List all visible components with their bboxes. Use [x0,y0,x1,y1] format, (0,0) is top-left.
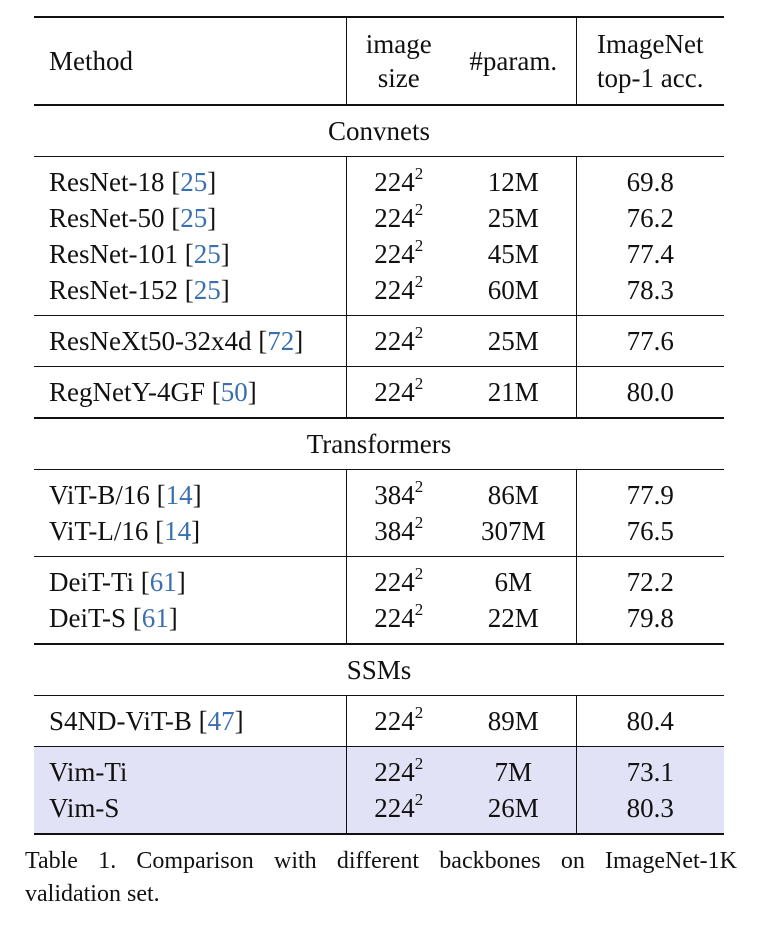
citation-link[interactable]: 72 [267,326,295,356]
param-cell: 25M [451,200,576,236]
image-size-value: 384 [374,516,415,546]
image-size-value: 224 [374,377,415,407]
image-size-value: 224 [374,757,415,787]
method-cell: ResNet-152 [25] [34,272,346,316]
image-size-value: 224 [374,603,415,633]
header-param [451,17,576,105]
citation-link[interactable]: 47 [207,706,235,736]
image-size-exponent: 2 [414,790,424,809]
header-method-label: Method [49,46,133,76]
table-row [34,600,724,644]
param-cell: 6M [451,557,576,601]
section-transformers [34,418,724,644]
accuracy-cell: 80.0 [626,377,674,407]
accuracy-cell: 80.4 [626,706,674,736]
header-param-label: #param. [469,46,558,76]
method-name: S4ND-ViT-B [49,706,192,736]
table-row [34,236,724,272]
image-size-cell [346,157,451,201]
citation-link[interactable]: 50 [220,377,248,407]
section-title-row [34,418,724,470]
method-cell: S4ND-ViT-B [47] [34,696,346,747]
method-cell: ResNet-101 [25] [34,236,346,272]
header-image-size [346,17,451,105]
method-name: ResNet-18 [49,167,165,197]
citation-link[interactable]: 25 [180,203,208,233]
image-size-exponent: 2 [414,200,424,219]
table-row [34,272,724,316]
image-size-cell [346,236,451,272]
accuracy-cell: 77.4 [626,239,674,269]
param-cell: 89M [451,696,576,747]
section-title: SSMs [346,655,412,685]
method-name: ResNet-101 [49,239,178,269]
section-convnets [34,105,724,418]
accuracy-cell: 69.8 [626,167,674,197]
image-size-cell [346,367,451,419]
method-cell: ResNet-50 [25] [34,200,346,236]
header-image-size-line1: image [365,29,432,59]
image-size-value: 384 [374,480,415,510]
image-size-value: 224 [374,793,415,823]
table-caption [25,845,737,911]
table-row [34,747,724,791]
image-size-value: 224 [374,275,415,305]
citation-link[interactable]: 14 [164,516,192,546]
method-cell: DeiT-S [61] [34,600,346,644]
citation-link[interactable]: 25 [193,239,221,269]
method-cell: ViT-B/16 [14] [34,470,346,514]
image-size-exponent: 2 [414,272,424,291]
method-cell: ResNeXt50-32x4d [72] [34,316,346,367]
image-size-cell [346,790,451,834]
method-cell: RegNetY-4GF [50] [34,367,346,419]
table-row [34,157,724,201]
citation-link[interactable]: 25 [193,275,221,305]
param-cell: 21M [451,367,576,419]
table-header [34,17,724,105]
table-row [34,790,724,834]
method-name: ResNet-50 [49,203,165,233]
section-title-row [34,644,724,696]
method-name: DeiT-Ti [49,567,135,597]
image-size-value: 224 [374,239,415,269]
header-image-size-line2: size [377,63,420,93]
method-name: Vim-S [49,793,120,823]
section-ssms [34,644,724,834]
image-size-cell [346,557,451,601]
param-cell: 25M [451,316,576,367]
citation-link[interactable]: 14 [165,480,193,510]
image-size-cell [346,470,451,514]
accuracy-cell: 76.5 [626,516,674,546]
method-cell [34,747,346,791]
method-name: Vim-Ti [49,757,128,787]
citation-link[interactable]: 61 [141,603,169,633]
table-row [34,696,724,747]
method-name: ResNet-152 [49,275,178,305]
param-cell: 45M [451,236,576,272]
param-cell: 26M [451,790,576,834]
citation-link[interactable]: 25 [180,167,208,197]
image-size-value: 224 [374,203,415,233]
header-accuracy [576,17,724,105]
table-row [34,557,724,601]
citation-link[interactable]: 61 [149,567,177,597]
image-size-cell [346,513,451,557]
section-title: Transformers [306,429,452,459]
image-size-exponent: 2 [414,236,424,255]
table-row [34,470,724,514]
accuracy-cell: 73.1 [576,747,724,791]
image-size-cell [346,316,451,367]
method-name: ViT-B/16 [49,480,150,510]
method-name: RegNetY-4GF [49,377,205,407]
param-cell: 7M [451,747,576,791]
accuracy-cell: 76.2 [626,203,674,233]
table-row [34,367,724,419]
method-cell: ViT-L/16 [14] [34,513,346,557]
method-cell: ResNet-18 [25] [34,157,346,201]
section-title: Convnets [327,116,430,146]
param-cell: 12M [451,157,576,201]
image-size-exponent: 2 [414,754,424,773]
header-method [34,17,346,105]
header-row [34,17,724,105]
method-name: ViT-L/16 [49,516,149,546]
table-row [34,513,724,557]
header-accuracy-line2: top-1 acc. [597,63,704,93]
image-size-cell [346,600,451,644]
header-accuracy-line1: ImageNet [597,29,704,59]
image-size-exponent: 2 [414,600,424,619]
accuracy-cell: 77.9 [626,480,674,510]
caption-text: Table 1. Comparison with different backbones on ImageNet-1K validation set. [25,848,737,907]
image-size-exponent: 2 [414,703,424,722]
accuracy-cell: 80.3 [576,790,724,834]
image-size-exponent: 2 [414,164,424,183]
method-name: ResNeXt50-32x4d [49,326,252,356]
table-row [34,200,724,236]
param-cell: 307M [451,513,576,557]
accuracy-cell: 72.2 [626,567,674,597]
accuracy-cell: 79.8 [626,603,674,633]
image-size-cell [346,747,451,791]
image-size-exponent: 2 [414,323,424,342]
image-size-value: 224 [374,567,415,597]
image-size-cell [346,696,451,747]
image-size-value: 224 [374,326,415,356]
comparison-table [34,16,724,835]
param-cell: 60M [451,272,576,316]
image-size-exponent: 2 [414,477,424,496]
param-cell: 22M [451,600,576,644]
accuracy-cell: 77.6 [626,326,674,356]
image-size-cell [346,200,451,236]
method-cell [34,790,346,834]
image-size-exponent: 2 [414,513,424,532]
method-cell: DeiT-Ti [61] [34,557,346,601]
image-size-cell [346,272,451,316]
image-size-exponent: 2 [414,564,424,583]
param-cell: 86M [451,470,576,514]
image-size-value: 224 [374,706,415,736]
section-title-row [34,105,724,157]
image-size-exponent: 2 [414,374,424,393]
method-name: DeiT-S [49,603,127,633]
image-size-value: 224 [374,167,415,197]
table-row [34,316,724,367]
accuracy-cell: 78.3 [626,275,674,305]
